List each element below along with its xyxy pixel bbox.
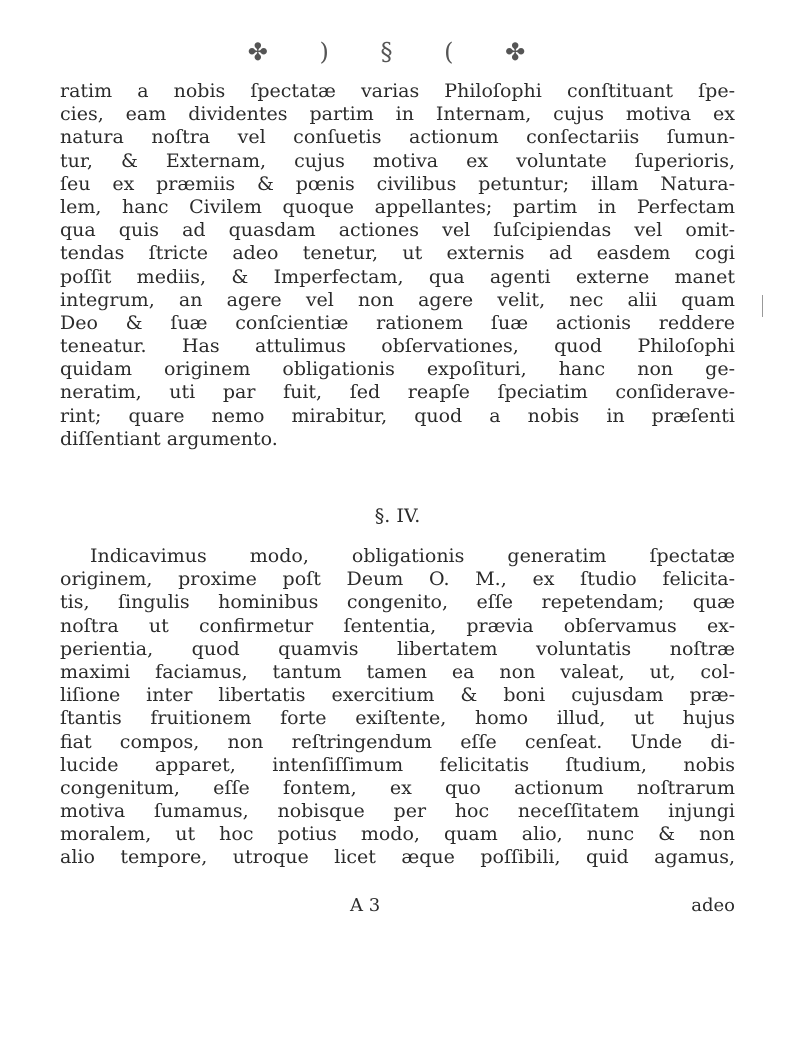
- signature-mark: A 3: [350, 895, 381, 916]
- paragraph-1: [60, 80, 735, 451]
- text-line: ratim a nobis ſpectatæ varias Philoſophi conſtituant ſpe-: [60, 80, 735, 102]
- text-line: poſſit mediis, & Imperfectam, qua agenti externe manet: [60, 265, 735, 288]
- text-line: cies, eam dividentes partim in Internam, cujus motiva ex: [60, 103, 735, 126]
- text-line: rint; quare nemo mirabitur, quod a nobis in præſenti: [60, 404, 735, 427]
- text-line: ſtantis fruitionem forte exiſtente, homo illud, ut hujus: [60, 707, 735, 730]
- text-line: originem, proxime poſt Deum O. M., ex ſtudio felicita-: [60, 568, 735, 591]
- text-line: Deo & ſuæ conſcientiæ rationem ſuæ actionis reddere: [60, 311, 735, 334]
- text-line: liſione inter libertatis exercitium & boni cujusdam præ-: [60, 684, 735, 707]
- catchword: adeo: [691, 895, 735, 916]
- text-line: alio tempore, utroque licet æque poſſibili, quid agamus,: [60, 846, 735, 869]
- text-line: qua quis ad quasdam actiones vel ſuſcipiendas vel omit-: [60, 219, 735, 242]
- text-line: neratim, uti par fuit, ſed reapſe ſpeciatim conſiderave-: [60, 381, 735, 404]
- margin-mark: [762, 295, 763, 317]
- text-line: ſeu ex præmiis & pœnis civilibus petuntur; illam Natura-: [60, 172, 735, 195]
- text-line: Indicavimus modo, obligationis generatim ſpectatæ: [90, 545, 735, 567]
- text-line: tis, ſingulis hominibus congenito, eſſe repetendam; quæ: [60, 591, 735, 614]
- text-line: moralem, ut hoc potius modo, quam alio, nunc & non: [60, 823, 735, 846]
- footer-line: [60, 895, 735, 919]
- text-line: teneatur. Has attulimus obſervationes, quod Philoſophi: [60, 335, 735, 358]
- text-line: motiva ſumamus, nobisque per hoc neceſſitatem injungi: [60, 800, 735, 823]
- text-line: lem, hanc Civilem quoque appellantes; partim in Perfectam: [60, 195, 735, 218]
- section-heading: §. IV.: [374, 505, 421, 527]
- text-line: maximi faciamus, tantum tamen ea non valeat, ut, col-: [60, 660, 735, 683]
- text-line: congenitum, eſſe fontem, ex quo actionum noſtrarum: [60, 776, 735, 799]
- text-line: noſtra ut confirmetur ſententia, prævia obſervamus ex-: [60, 614, 735, 637]
- text-line: tur, & Externam, cujus motiva ex voluntate ſuperioris,: [60, 149, 735, 172]
- text-line: diſſentiant argumento.: [60, 427, 278, 450]
- text-line: natura noſtra vel conſuetis actionum conſectariis ſumun-: [60, 126, 735, 149]
- text-line: perientia, quod quamvis libertatem voluntatis noſtræ: [60, 637, 735, 660]
- text-line: integrum, an agere vel non agere velit, nec alii quam: [60, 288, 735, 311]
- text-line: tendas ſtricte adeo tenetur, ut externis ad easdem cogi: [60, 242, 735, 265]
- header-ornament: ✤ ) § ( ✤: [247, 38, 548, 66]
- paragraph-2: [60, 545, 735, 870]
- text-line: quidam originem obligationis expoſituri, hanc non ge-: [60, 358, 735, 381]
- text-line: fiat compos, non reſtringendum eſſe cenſeat. Unde di-: [60, 730, 735, 753]
- text-line: lucide apparet, intenſiſſimum felicitatis ſtudium, nobis: [60, 753, 735, 776]
